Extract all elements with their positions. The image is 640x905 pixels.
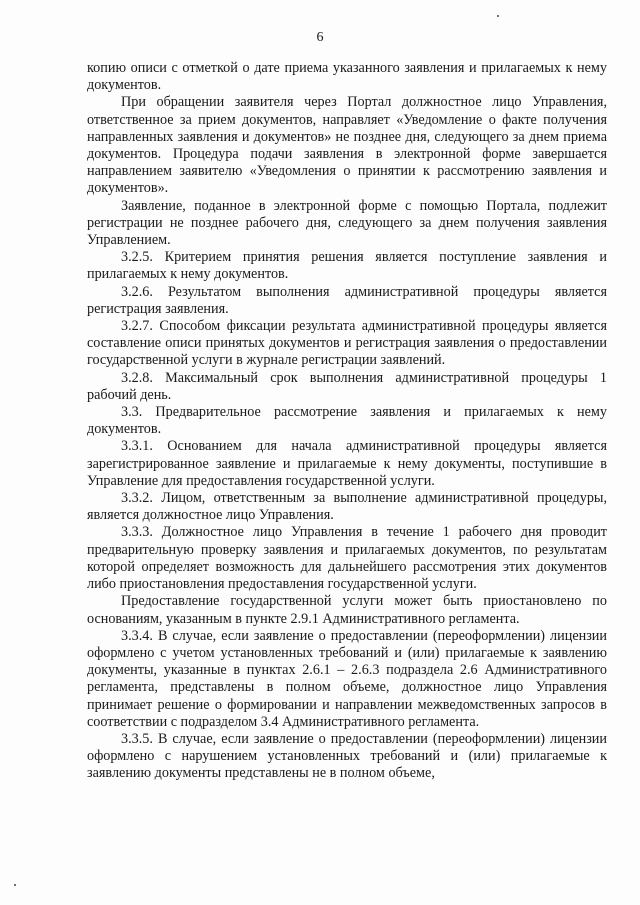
document-body bbox=[87, 60, 607, 783]
paragraph-electronic-registration: Заявление, поданное в электронной форме с помощью Портала, подлежит регистрации не позднее рабочего дня, следующего за днем получения заявления Управлением. bbox=[87, 197, 607, 249]
paragraph-portal-notice: При обращении заявителя через Портал должностное лицо Управления, ответственное за прием документов, направляет «Уведомление о факте получения направленных заявления и документов» не позднее дня, следующего за днем приема документов. Процедура подачи заявления в электронной форме завершается направлением заявителю «Уведомления о принятии к рассмотрению заявления и документов». bbox=[87, 94, 607, 197]
paragraph-3-3-5: 3.3.5. В случае, если заявление о предоставлении (переоформлении) лицензии оформлено с нарушением установленных требований и (или) прилагаемые к заявлению документы представлены не в полном объеме, bbox=[87, 730, 607, 782]
scan-speck bbox=[14, 884, 16, 886]
paragraph-3-2-5: 3.2.5. Критерием принятия решения является поступление заявления и прилагаемых к нему документов. bbox=[87, 249, 607, 283]
section-3-3-heading: 3.3. Предварительное рассмотрение заявления и прилагаемых к нему документов. bbox=[87, 404, 607, 438]
paragraph-3-3-1: 3.3.1. Основанием для начала административной процедуры является зарегистрированное заявление и прилагаемые к нему документы, поступившие в Управление для предоставления государственной услуги. bbox=[87, 438, 607, 489]
scan-speck bbox=[497, 15, 499, 17]
paragraph-3-3-3: 3.3.3. Должностное лицо Управления в течение 1 рабочего дня проводит предварительную проверку заявления и прилагаемых документов, по результатам которой определяет возможность для дальнейшего рассмотрения этих документов либо приостановления предоставления государственной услуги. bbox=[87, 524, 607, 593]
paragraph-3-2-6: 3.2.6. Результатом выполнения административной процедуры является регистрация заявления. bbox=[87, 283, 607, 317]
paragraph-continuation: копию описи с отметкой о дате приема указанного заявления и прилагаемых к нему документов. bbox=[87, 60, 607, 94]
paragraph-3-3-2: 3.3.2. Лицом, ответственным за выполнение административной процедуры, является должностное лицо Управления. bbox=[87, 490, 607, 524]
page-number: 6 bbox=[316, 30, 324, 45]
paragraph-3-3-4: 3.3.4. В случае, если заявление о предоставлении (переоформлении) лицензии оформлено с учетом установленных требований и (или) прилагаемые к заявлению документы, указанные в пунктах 2.6.1 – 2.6.3 подраздела 2.6 Административного регламента, представлены в полном объеме, должностное лицо Управления принимает решение о формировании и направлении межведомственных запросов в соответствии с подразделом 3.4 Административного регламента. bbox=[87, 627, 607, 730]
paragraph-suspension: Предоставление государственной услуги может быть приостановлено по основаниям, указанным в пункте 2.9.1 Административного регламента. bbox=[87, 593, 607, 627]
paragraph-3-2-7: 3.2.7. Способом фиксации результата административной процедуры является составление описи принятых документов и регистрация заявления о предоставлении государственной услуги в журнале регистрации заявлений. bbox=[87, 318, 607, 369]
paragraph-3-2-8: 3.2.8. Максимальный срок выполнения административной процедуры 1 рабочий день. bbox=[87, 369, 607, 403]
